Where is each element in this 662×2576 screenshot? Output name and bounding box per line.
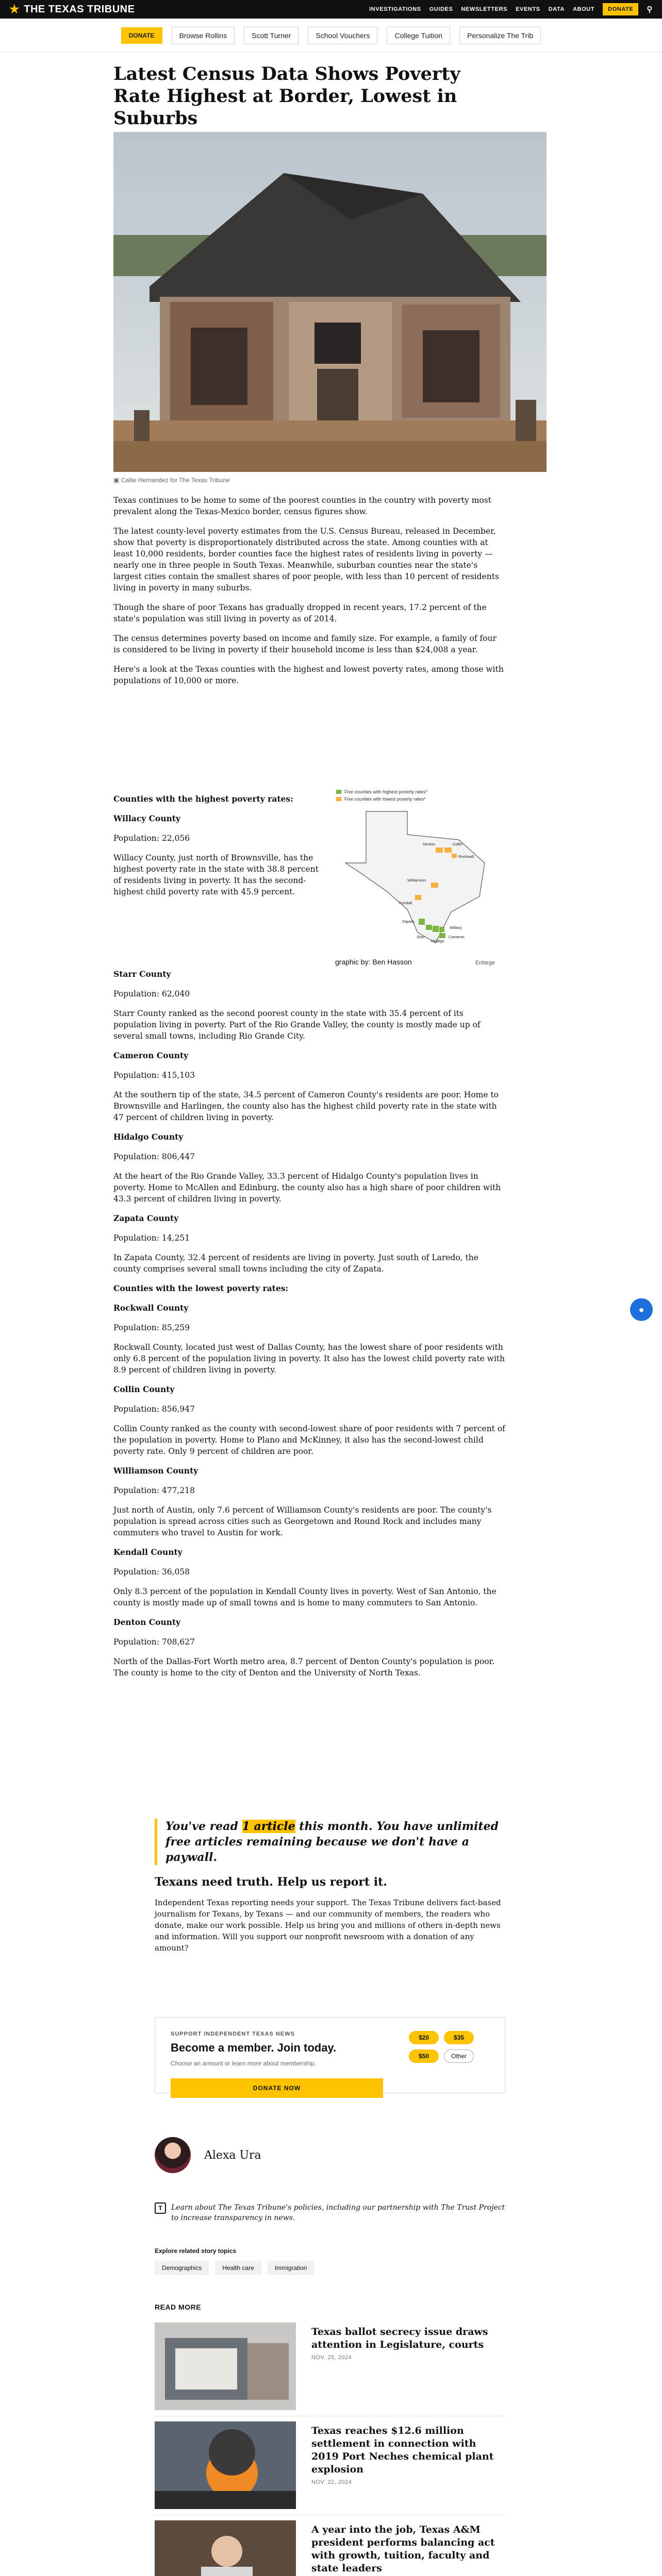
trust-project-icon: T bbox=[155, 2202, 166, 2214]
donation-pitch bbox=[155, 1819, 505, 1954]
nav-newsletters[interactable]: NEWSLETTERS bbox=[461, 6, 508, 12]
membership-title: Become a member. Join today. bbox=[171, 2041, 337, 2054]
top-bar bbox=[0, 0, 662, 19]
amount-35[interactable]: $35 bbox=[444, 2031, 474, 2044]
county-hidalgo-shape bbox=[433, 926, 439, 932]
county-name: Cameron County bbox=[113, 1050, 189, 1060]
county-text: Only 8.3 percent of the population in Kendall County lives in poverty. West of San Antonio, the county is mostly made up of small towns and is home to many commuters to San Antonio. bbox=[113, 1587, 496, 1607]
legend-low-text: Five counties with lowest poverty rates* bbox=[344, 796, 426, 802]
president-photo bbox=[155, 2520, 296, 2576]
nav-investigations[interactable]: INVESTIGATIONS bbox=[369, 6, 421, 12]
map-label-kendall: Kendall bbox=[399, 901, 412, 905]
county-text: Starr County ranked as the second poorest county in the state with 35.4 percent of its population living in poverty. Part of the Rio Grande Valley, the county is mostly made up of several small towns, including Rio Grande City. bbox=[113, 1009, 481, 1041]
topic-immigration[interactable]: Immigration bbox=[268, 2261, 315, 2275]
county-population: Population: 14,251 bbox=[113, 1233, 190, 1243]
subnav-donate[interactable]: DONATE bbox=[121, 27, 162, 44]
map-label-starr: Starr bbox=[417, 935, 425, 939]
county-population: Population: 36,058 bbox=[113, 1567, 190, 1577]
county-rockwall-shape bbox=[452, 854, 457, 858]
lowest-heading: Counties with the lowest poverty rates: bbox=[113, 1283, 289, 1293]
county-name: Collin County bbox=[113, 1384, 175, 1394]
texas-map-graphic bbox=[330, 786, 500, 956]
county-population: Population: 856,947 bbox=[113, 1404, 195, 1414]
county-name: Kendall County bbox=[113, 1547, 183, 1557]
read-more-item[interactable] bbox=[155, 2421, 505, 2515]
county-williamson-shape bbox=[431, 883, 438, 888]
county-population: Population: 22,056 bbox=[113, 834, 190, 843]
subnav-item-rollins[interactable]: Browse Rollins bbox=[172, 27, 235, 44]
paragraph: Though the share of poor Texans has gradually dropped in recent years, 17.2 percent of the state's population was still living in poverty as of 2014. bbox=[113, 603, 487, 623]
county-name: Williamson County bbox=[113, 1466, 198, 1476]
membership-kicker: SUPPORT INDEPENDENT TEXAS NEWS bbox=[171, 2031, 295, 2037]
related-topics bbox=[155, 2247, 314, 2275]
topics-label: Explore related story topics bbox=[155, 2247, 237, 2255]
poverty-map[interactable] bbox=[330, 786, 500, 966]
counties-list bbox=[113, 969, 505, 1687]
read-more-item[interactable] bbox=[155, 2520, 505, 2576]
county-name: Willacy County bbox=[113, 814, 181, 823]
county-text: North of the Dallas-Fort Worth metro area, 8.7 percent of Denton County's population is poor. The county is home to the city of Denton and the University of North Texas. bbox=[113, 1657, 495, 1677]
county-text: In Zapata County, 32.4 percent of residents are living in poverty. Just south of Laredo, the county comprises several small towns including the city of Zapata. bbox=[113, 1253, 478, 1274]
county-name: Denton County bbox=[113, 1617, 181, 1627]
read-more-date: NOV. 25, 2024 bbox=[311, 2354, 352, 2361]
legend-low-swatch bbox=[336, 797, 341, 801]
top-nav bbox=[369, 3, 653, 15]
avatar bbox=[155, 2137, 191, 2173]
county-cameron-shape bbox=[439, 933, 445, 938]
county-text: Rockwall County, located just west of Dallas County, has the lowest share of poor residents with only 6.8 percent of the population living in poverty. It also has the lowest child poverty rate with 8.9 percent of children living in poverty. bbox=[113, 1343, 505, 1375]
county-population: Population: 708,627 bbox=[113, 1637, 195, 1647]
paragraph: The latest county-level poverty estimates from the U.S. Census Bureau, released in December, show that poverty is disproportionately distributed across the state. Among counties with at least 10,000 residents, border counties face the highest rates of residents living in poverty — nearly one in three people in South Texas. Meanwhile, suburban counties near the state's largest cities contain the smallest shares of poor people, with less than 10 percent of residents living in poverty in many suburbs. bbox=[113, 527, 499, 592]
topic-demographics[interactable]: Demographics bbox=[155, 2261, 209, 2275]
membership-box bbox=[155, 2017, 505, 2093]
pitch-heading: Texans need truth. Help us report it. bbox=[155, 1875, 387, 1889]
donate-now-button[interactable]: DONATE NOW bbox=[171, 2078, 383, 2098]
topic-health-care[interactable]: Health care bbox=[215, 2261, 261, 2275]
subnav-item-vouchers[interactable]: School Vouchers bbox=[308, 27, 377, 44]
map-label-zapata: Zapata bbox=[402, 919, 415, 924]
headline: Latest Census Data Shows Poverty Rate Highest at Border, Lowest in Suburbs bbox=[113, 63, 460, 129]
subnav-item-turner[interactable]: Scott Turner bbox=[244, 27, 299, 44]
county-text: Just north of Austin, only 7.6 percent of Williamson County's residents are poor. The county's population is spread across cities such as Georgetown and Round Rock and includes many commuters who travel to Austin for work. bbox=[113, 1505, 492, 1537]
amount-20[interactable]: $20 bbox=[409, 2031, 439, 2044]
map-label-denton: Denton bbox=[423, 842, 436, 846]
county-text: Collin County ranked as the county with second-lowest share of poor residents with 7 percent of the population in poverty. Home to Plano and McKinney, it also has the second-lowest child poverty rate. Only 9 percent of children are poor. bbox=[113, 1424, 505, 1456]
county-text: At the heart of the Rio Grande Valley, 33.3 percent of Hidalgo County's population lives in poverty. Home to McAllen and Edinburg, the county also has a high share of poor children with 43.3 percent of children living in poverty. bbox=[113, 1172, 501, 1204]
article-count: 1 article bbox=[242, 1820, 295, 1833]
site-logo-text: THE TEXAS TRIBUNE bbox=[24, 3, 135, 15]
subnav-item-personalize[interactable]: Personalize The Trib bbox=[459, 27, 541, 44]
donate-button[interactable]: DONATE bbox=[603, 3, 638, 15]
article-body bbox=[113, 495, 505, 694]
pitch-text: You've read 1 article this month. You have unlimited free articles remaining because we don't have a paywall. bbox=[155, 1819, 505, 1865]
trust-note bbox=[155, 2202, 505, 2223]
county-population: Population: 415,103 bbox=[113, 1071, 195, 1080]
map-label-collin: Collin bbox=[453, 842, 462, 846]
amount-50[interactable]: $50 bbox=[409, 2049, 439, 2063]
read-more-title[interactable]: Texas reaches $12.6 million settlement in connection with 2019 Port Neches chemical plant explosion bbox=[311, 2425, 494, 2475]
search-icon[interactable]: ⚲ bbox=[647, 5, 653, 14]
nav-data[interactable]: DATA bbox=[548, 6, 565, 12]
read-more-item[interactable] bbox=[155, 2323, 505, 2416]
amount-other[interactable]: Other bbox=[444, 2049, 474, 2063]
county-population: Population: 62,040 bbox=[113, 989, 190, 998]
hero-photo bbox=[113, 132, 547, 472]
county-starr-shape bbox=[426, 925, 432, 930]
subnav-item-tuition[interactable]: College Tuition bbox=[387, 27, 450, 44]
paragraph: The census determines poverty based on income and family size. For example, a family of four is considered to be living in poverty if their household income is less than $24,008 a year. bbox=[113, 634, 496, 654]
highest-intro bbox=[113, 793, 320, 906]
map-label-hidalgo: Hidalgo bbox=[431, 939, 444, 943]
county-text: At the southern tip of the state, 34.5 percent of Cameron County's residents are poor. Home to Brownsville and Harlingen, the county also has the highest child poverty rate in the state with 47 percent of children living in poverty. bbox=[113, 1090, 499, 1122]
county-name: Starr County bbox=[113, 969, 171, 979]
county-name: Zapata County bbox=[113, 1213, 179, 1223]
site-logo[interactable] bbox=[9, 3, 135, 16]
county-population: Population: 85,259 bbox=[113, 1323, 190, 1332]
read-more-image bbox=[155, 2323, 296, 2410]
star-icon: ★ bbox=[9, 3, 20, 15]
ballot-photo bbox=[155, 2323, 296, 2410]
county-kendall-shape bbox=[415, 895, 421, 900]
county-zapata-shape bbox=[419, 919, 425, 925]
county-text: Willacy County, just north of Brownsville, has the highest poverty rate in the state with 38.8 percent of residents living in poverty. It has the second-highest child poverty rate with 45.9 percent. bbox=[113, 853, 319, 896]
nav-about[interactable]: ABOUT bbox=[573, 6, 595, 12]
read-more-date: NOV. 22, 2024 bbox=[311, 2479, 352, 2485]
read-more-image bbox=[155, 2520, 296, 2576]
county-name: Hidalgo County bbox=[113, 1132, 184, 1142]
county-willacy-shape bbox=[439, 927, 444, 932]
map-footer bbox=[330, 958, 500, 966]
texas-outline bbox=[345, 811, 485, 943]
read-more-title[interactable]: A year into the job, Texas A&M president performs balancing act with growth, tuition, faculty and state leaders bbox=[311, 2524, 495, 2574]
map-enlarge-link[interactable]: Enlarge bbox=[475, 960, 495, 966]
amount-options bbox=[409, 2031, 491, 2063]
read-more-image bbox=[155, 2421, 296, 2509]
membership-note[interactable]: Choose an amount or learn more about membership. bbox=[171, 2060, 317, 2067]
chat-bubble-icon[interactable]: ● bbox=[630, 1298, 653, 1321]
photo-caption: ▣ Callie Hernandez for The Texas Tribune bbox=[113, 477, 230, 484]
author-name[interactable]: Alexa Ura bbox=[204, 2148, 261, 2162]
camera-icon: ▣ bbox=[113, 477, 120, 484]
map-credit: graphic by: Ben Hasson bbox=[335, 958, 412, 966]
trending-nav bbox=[0, 19, 662, 53]
legend-high-text: Five counties with highest poverty rates* bbox=[344, 789, 428, 794]
county-population: Population: 477,218 bbox=[113, 1486, 195, 1495]
county-population: Population: 806,447 bbox=[113, 1152, 195, 1161]
nav-guides[interactable]: GUIDES bbox=[429, 6, 453, 12]
nav-events[interactable]: EVENTS bbox=[516, 6, 540, 12]
map-label-willacy: Willacy bbox=[450, 925, 462, 930]
read-more-title[interactable]: Texas ballot secrecy issue draws attention in Legislature, courts bbox=[311, 2326, 488, 2350]
explosion-photo bbox=[155, 2421, 296, 2509]
read-more-label: READ MORE bbox=[155, 2303, 202, 2311]
map-label-cameron: Cameron bbox=[449, 935, 465, 939]
county-collin-shape bbox=[444, 848, 452, 853]
map-label-rockwall: Rockwall bbox=[458, 854, 474, 859]
county-name: Rockwall County bbox=[113, 1303, 189, 1313]
author-card[interactable] bbox=[155, 2137, 261, 2173]
trust-text[interactable]: Learn about The Texas Tribune's policies, including our partnership with The Trust Project to increase transparency in news. bbox=[171, 2204, 505, 2222]
pitch-body: Independent Texas reporting needs your support. The Texas Tribune delivers fact-based journalism for Texans, by Texans — and our community of members, the readers who donate, make our work possible. Help us bring you and millions of others in-depth news and information. Will you support our nonprofit newsroom with a donation of any amount? bbox=[155, 1898, 501, 1953]
legend-high-swatch bbox=[336, 790, 341, 794]
county-denton-shape bbox=[436, 848, 443, 853]
highest-heading: Counties with the highest poverty rates: bbox=[113, 794, 293, 804]
map-label-williamson: Williamson bbox=[407, 878, 426, 883]
paragraph: Texas continues to be home to some of the poorest counties in the country with poverty most prevalent along the Texas-Mexico border, census figures show. bbox=[113, 496, 491, 516]
house-photo bbox=[113, 132, 547, 472]
paragraph: Here's a look at the Texas counties with the highest and lowest poverty rates, among those with populations of 10,000 or more. bbox=[113, 665, 504, 685]
